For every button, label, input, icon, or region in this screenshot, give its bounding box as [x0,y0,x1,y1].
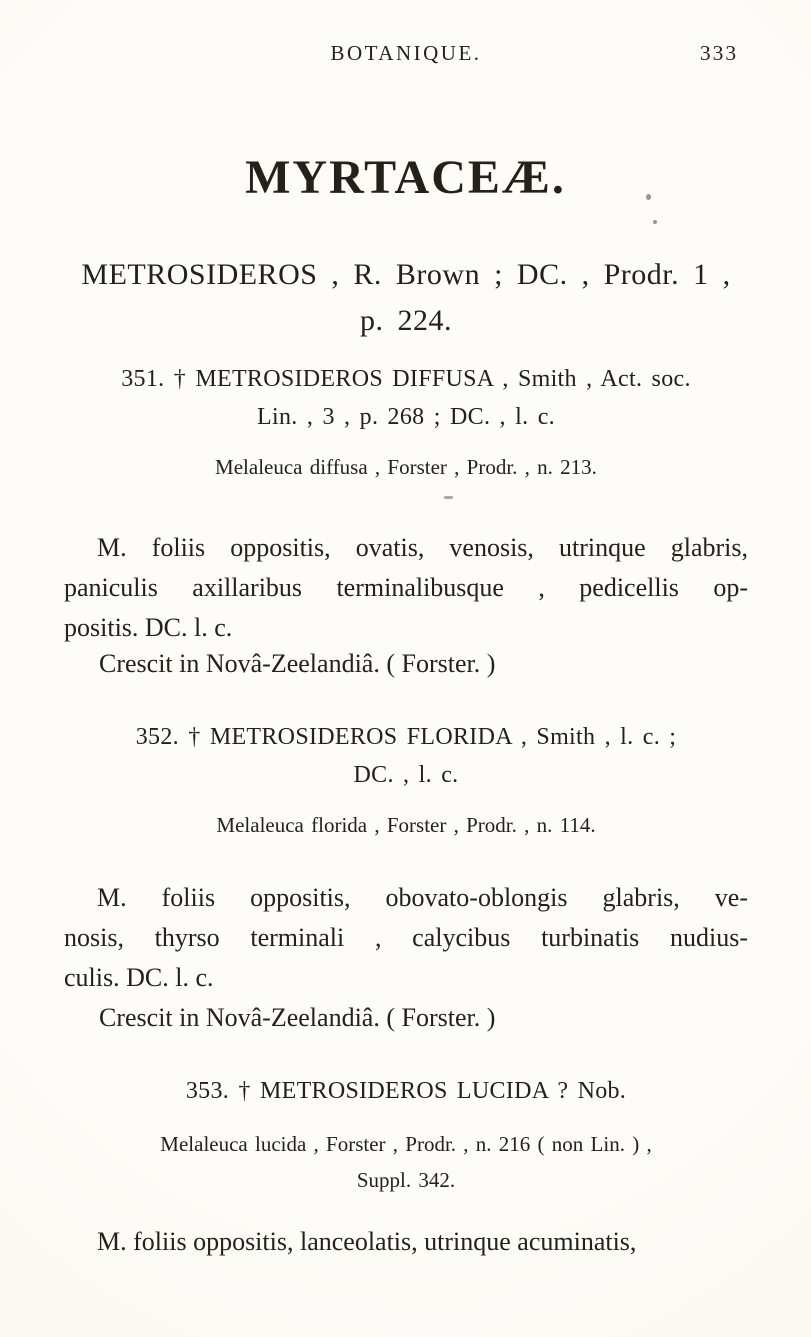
species-heading-352-line-2: DC. , l. c. [353,762,459,788]
description-351-line-1: M. foliis oppositis, ovatis, venosis, utrinque glabris, [97,533,748,562]
description-351-line-2: paniculis axillaribus terminalibusque , pedicellis op- [64,573,748,602]
description-353-line-1: M. foliis oppositis, lanceolatis, utrinque acuminatis, [97,1227,637,1256]
page-number: 333 [699,41,739,65]
genus-heading-line-2: p. 224. [360,304,452,337]
species-heading-351-line-2: Lin. , 3 , p. 268 ; DC. , l. c. [257,404,555,430]
synonym-citation-352-line-1: Melaleuca florida , Forster , Prodr. , n. 114. [216,813,596,837]
synonym-citation-353-line-1: Melaleuca lucida , Forster , Prodr. , n. 216 ( non Lin. ) , [160,1132,652,1156]
description-352-line-2: nosis, thyrso terminali , calycibus turbinatis nudius- [64,923,748,952]
species-heading-353 [64,1072,748,1110]
description-351-line-3: positis. DC. l. c. [64,613,233,642]
species-heading-351 [64,360,748,436]
species-description-352 [64,878,748,998]
genus-heading [64,252,748,344]
species-heading-351-line-1: 351. † METROSIDEROS DIFFUSA , Smith , Act. soc. [121,366,691,392]
running-header: BOTANIQUE. [330,41,482,65]
synonym-citation-352 [64,810,748,840]
scan-speck [653,220,657,224]
species-heading-353-line-1: 353. † METROSIDEROS LUCIDA ? Nob. [185,1078,627,1104]
description-352-line-3: culis. DC. l. c. [64,963,214,992]
family-title: MYRTACEÆ. [245,151,566,204]
synonym-citation-351 [64,452,748,482]
synonym-citation-353-line-2: Suppl. 342. [356,1168,456,1192]
scan-speck [444,496,453,499]
description-352-line-1: M. foliis oppositis, obovato-oblongis glabris, ve- [97,883,748,912]
species-heading-352-line-1: 352. † METROSIDEROS FLORIDA , Smith , l. c. ; [135,724,677,750]
habitat-note-352: Crescit in Novâ-Zeelandiâ. ( Forster. ) [99,1003,496,1032]
species-heading-352 [64,718,748,794]
habitat-note-351: Crescit in Novâ-Zeelandiâ. ( Forster. ) [99,649,496,678]
genus-heading-line-1: METROSIDEROS , R. Brown ; DC. , Prodr. 1 , [81,258,731,291]
synonym-citation-351-line-1: Melaleuca diffusa , Forster , Prodr. , n. 213. [215,455,597,479]
scan-speck [646,194,651,200]
species-description-353 [64,1222,748,1262]
synonym-citation-353 [64,1126,748,1198]
species-description-351 [64,528,748,648]
